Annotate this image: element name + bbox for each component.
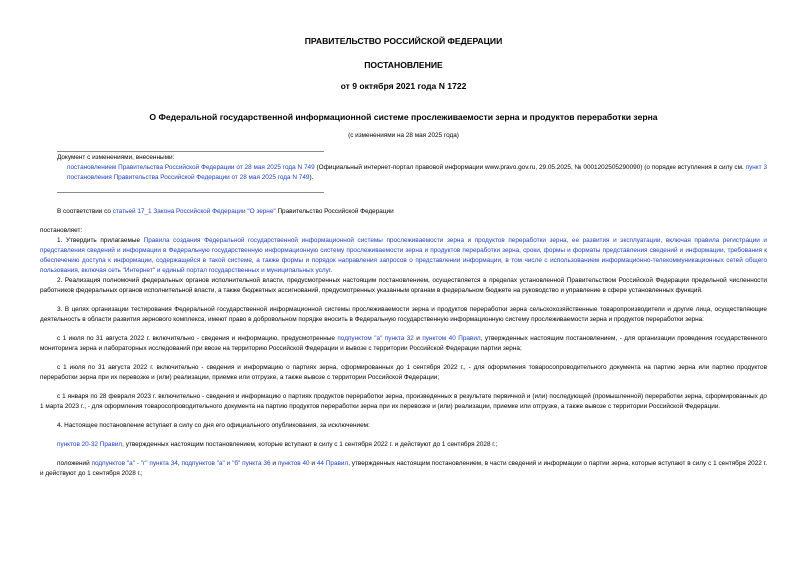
changes-text-2: ). [309,174,314,181]
amendment-entry-link[interactable]: пункт 3 постановления Правительства Российской Федерации от 28 мая 2025 года N 749 [67,164,767,181]
paragraph-1 [40,236,767,276]
paragraph-3c: с 1 января по 28 февраля 2023 г. включительно - сведения и информацию о партиях продуктов переработки зерна, произведенных в результате первичной и (или) последующей (промышленной) переработки зерна, сформированных до 1 марта 2023 г., - для оформления товаросопроводительного документа на партию продуктов переработки зерна при их перевозке и (или) реализации, приемке или отгрузке, а также вывозе с территории Российской Федерации. [40,393,767,410]
p4a-text-1: , утвержденных настоящим постановлением, которые вступают в силу с 1 сентября 2022 г. и действуют до 1 сентября 2028 г.; [122,441,498,448]
rules-link[interactable]: Правила создания Федеральной государственной информационной системы прослеживаемости зерна и продуктов переработки зерна, ее развития и эксплуатации, включая правила регистрации и представления сведений и информации в Федеральную государственную информационную систему прослеживаемости зерна и продуктов переработки зерна, сроки, формы и форматы представления сведений и информации, требования к обеспечению доступа к информации, содержащейся в такой системе, а также формы и порядок направления запросов о представлении информации, в том числе с использованием информационно-телекоммуникационных сетей общего пользования, включая сеть "Интернет" и единый портал государственных и муниципальных услуг [40,237,767,274]
subclause-32a-link[interactable]: подпунктом "а" пункта 32 [337,335,414,342]
preamble-text-1: В соответствии со [57,208,113,215]
paragraph-4b [40,459,767,479]
p1-text-1: 1. Утвердить прилагаемые [57,237,144,244]
document-title: О Федеральной государственной информационной системе прослеживаемости зерна и продуктов переработки зерна [149,112,658,122]
p4b-text-1: положений [57,460,92,467]
document-type: ПОСТАНОВЛЕНИЕ [364,60,443,70]
preamble-paragraph [40,207,767,217]
clause-40-link[interactable]: пунктом 40 Правил [422,335,481,342]
paragraph-2: 2. Реализация полномочий федеральных органов исполнительной власти, предусмотренных настоящим постановлением, осуществляется в пределах установленной Правительством Российской Федерации предельной численности работников федеральных органов исполнительной власти, а также бюджетных ассигнований, предусмотренных указанным органам в федеральном бюджете на руководство и управление в сфере установленных функций. [40,277,767,294]
p4b-text-4: и [309,460,317,467]
changes-block [57,153,767,183]
clause-40-link-2[interactable]: пунктов 40 [277,460,310,467]
clause-44-link[interactable]: 44 Правил [316,460,349,467]
p3a-text-1: с 1 июля по 31 августа 2022 г. включительно - сведения и информацию, предусмотренные [57,335,338,342]
paragraph-3b: с 1 июля по 31 августа 2022 г. включительно - сведения и информацию о партиях зерна, сформированных до 1 сентября 2022 г., - для оформления товаросопроводительного документа на партию зерна или партию продуктов переработки зерна при их перевозке и (или) реализации, приемке или отгрузке, а также вывозе с территории Российской Федерации; [40,364,767,381]
subclauses-34-link[interactable]: подпунктов "а" - "г" пункта 34 [91,460,178,467]
paragraph-4a [40,440,767,450]
preamble-text-2: Правительство Российской Федерации [275,208,394,215]
amendment-link[interactable]: постановлением Правительства Российской Федерации от 28 мая 2025 года N 749 [67,164,315,171]
changes-intro: Документ с изменениями, внесенными: [57,154,175,161]
decree-word: постановляет: [40,227,83,234]
paragraph-3a [40,334,767,354]
p4b-text-3: и [270,460,278,467]
p3a-text-3: , утвержденных настоящим постановлением, - для организации проведения государственного мониторинга зерна и лабораторных исследований при ввозе на территорию Российской Федерации и вывозе с территории Российской Федерации партии зерна; [40,335,767,352]
document-subtitle: (с изменениями на 28 мая 2025 года) [348,132,459,139]
government-name: ПРАВИТЕЛЬСТВО РОССИЙСКОЙ ФЕДЕРАЦИИ [304,36,503,46]
changes-text [57,163,767,183]
changes-top-divider [57,151,324,152]
p3a-text-2: и [413,335,423,342]
document-date: от 9 октября 2021 года N 1722 [340,81,467,91]
paragraph-4: 4. Настоящее постановление вступает в силу со дня его официального опубликования, за исключением: [57,422,370,429]
subclauses-36-link[interactable]: подпунктов "а" и "б" пункта 36 [181,460,271,467]
p4b-text-5: , утвержденных настоящим постановлением, в части сведений и информации о партии зерна, которые вступают в силу с 1 сентября 2022 г. и действуют до 1 сентября 2028 г.; [40,460,767,477]
law-article-link[interactable]: статьей 17_1 Закона Российской Федерации "О зерне" [112,208,276,215]
p4b-text-2: , [177,460,182,467]
changes-text-1: (Официальный интернет-портал правовой информации www.pravo.gov.ru, 29.05.2025, № 0001202505290090) (о порядке вступления в силу см. [314,164,746,171]
paragraph-3: 3. В целях организации тестирования Федеральной государственной информационной системы прослеживаемости зерна и продуктов переработки зерна сельскохозяйственные товаропроизводители и другие лица, осуществляющие деятельность в области развития зернового комплекса, имеют право в добровольном порядке вносить в Федеральную государственную информационную систему прослеживаемости зерна и продуктов переработки зерна: [40,306,767,323]
p1-text-2: . [330,267,333,274]
clauses-20-32-link[interactable]: пунктов 20-32 Правил [57,441,123,448]
